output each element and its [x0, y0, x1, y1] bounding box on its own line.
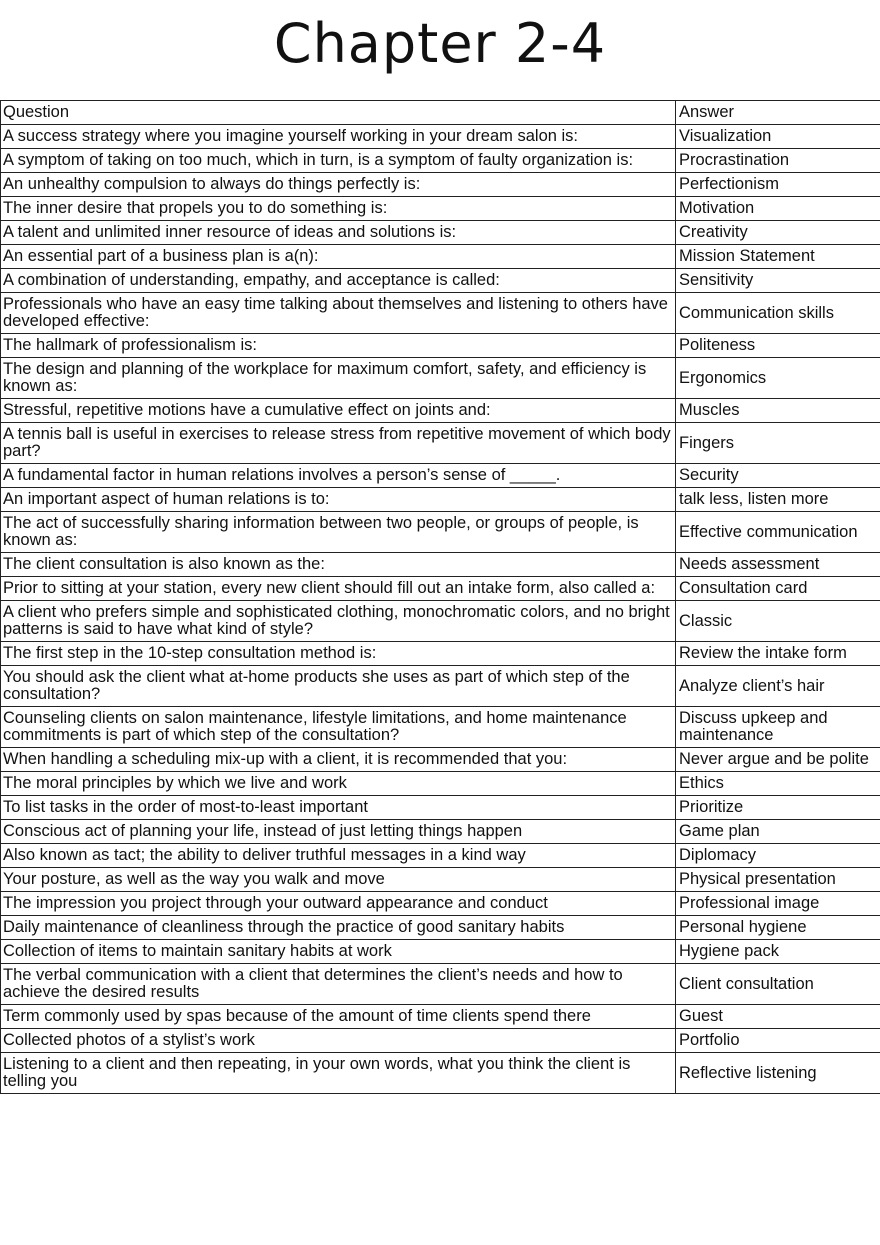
answer-cell: Fingers — [676, 423, 880, 464]
answer-cell: Guest — [676, 1005, 880, 1029]
table-row — [1, 868, 880, 892]
question-cell: The impression you project through your outward appearance and conduct — [1, 892, 676, 916]
answer-cell: Client consultation — [676, 964, 880, 1005]
answer-cell: Classic — [676, 601, 880, 642]
answer-cell: Review the intake form — [676, 642, 880, 666]
table-row — [1, 820, 880, 844]
question-cell: A fundamental factor in human relations involves a person’s sense of _____. — [1, 464, 676, 488]
question-cell: The first step in the 10-step consultation method is: — [1, 642, 676, 666]
answer-cell: talk less, listen more — [676, 488, 880, 512]
question-cell: Collected photos of a stylist’s work — [1, 1029, 676, 1053]
question-cell: Conscious act of planning your life, instead of just letting things happen — [1, 820, 676, 844]
question-cell: Prior to sitting at your station, every new client should fill out an intake form, also called a: — [1, 577, 676, 601]
question-cell: Term commonly used by spas because of the amount of time clients spend there — [1, 1005, 676, 1029]
table-row — [1, 399, 880, 423]
answer-cell: Hygiene pack — [676, 940, 880, 964]
answer-cell: Motivation — [676, 197, 880, 221]
answer-cell: Ethics — [676, 772, 880, 796]
table-body — [1, 125, 880, 1094]
answer-cell: Portfolio — [676, 1029, 880, 1053]
table-row — [1, 748, 880, 772]
question-cell: An unhealthy compulsion to always do things perfectly is: — [1, 173, 676, 197]
answer-cell: Creativity — [676, 221, 880, 245]
answer-cell: Politeness — [676, 334, 880, 358]
question-cell: Your posture, as well as the way you walk and move — [1, 868, 676, 892]
question-cell: An essential part of a business plan is a(n): — [1, 245, 676, 269]
question-cell: The verbal communication with a client that determines the client’s needs and how to achieve the desired results — [1, 964, 676, 1005]
question-cell: The design and planning of the workplace for maximum comfort, safety, and efficiency is known as: — [1, 358, 676, 399]
table-row — [1, 197, 880, 221]
answer-cell: Needs assessment — [676, 553, 880, 577]
answer-cell: Ergonomics — [676, 358, 880, 399]
question-cell: Collection of items to maintain sanitary habits at work — [1, 940, 676, 964]
question-cell: Also known as tact; the ability to deliver truthful messages in a kind way — [1, 844, 676, 868]
table-row — [1, 423, 880, 464]
table-row — [1, 334, 880, 358]
question-cell: A combination of understanding, empathy, and acceptance is called: — [1, 269, 676, 293]
question-cell: A client who prefers simple and sophisticated clothing, monochromatic colors, and no bright patterns is said to have what kind of style? — [1, 601, 676, 642]
answer-cell: Never argue and be polite — [676, 748, 880, 772]
table-row — [1, 772, 880, 796]
question-cell: Daily maintenance of cleanliness through the practice of good sanitary habits — [1, 916, 676, 940]
question-cell: Professionals who have an easy time talking about themselves and listening to others have developed effective: — [1, 293, 676, 334]
table-row — [1, 512, 880, 553]
table-row — [1, 666, 880, 707]
answer-cell: Security — [676, 464, 880, 488]
table-row — [1, 125, 880, 149]
answer-cell: Muscles — [676, 399, 880, 423]
question-cell: A success strategy where you imagine yourself working in your dream salon is: — [1, 125, 676, 149]
table-row — [1, 358, 880, 399]
table-row — [1, 488, 880, 512]
question-cell: Stressful, repetitive motions have a cumulative effect on joints and: — [1, 399, 676, 423]
question-cell: The hallmark of professionalism is: — [1, 334, 676, 358]
question-cell: A symptom of taking on too much, which in turn, is a symptom of faulty organization is: — [1, 149, 676, 173]
table-row — [1, 577, 880, 601]
question-cell: Listening to a client and then repeating, in your own words, what you think the client is telling you — [1, 1053, 676, 1094]
answer-cell: Personal hygiene — [676, 916, 880, 940]
column-header-answer: Answer — [676, 101, 880, 125]
question-cell: To list tasks in the order of most-to-least important — [1, 796, 676, 820]
answer-cell: Game plan — [676, 820, 880, 844]
answer-cell: Analyze client’s hair — [676, 666, 880, 707]
table-row — [1, 940, 880, 964]
table-row — [1, 269, 880, 293]
answer-cell: Reflective listening — [676, 1053, 880, 1094]
table-row — [1, 173, 880, 197]
table-row — [1, 796, 880, 820]
table-row — [1, 964, 880, 1005]
question-cell: A tennis ball is useful in exercises to release stress from repetitive movement of which body part? — [1, 423, 676, 464]
table-row — [1, 464, 880, 488]
answer-cell: Physical presentation — [676, 868, 880, 892]
answer-cell: Communication skills — [676, 293, 880, 334]
table-row — [1, 892, 880, 916]
question-cell: Counseling clients on salon maintenance, lifestyle limitations, and home maintenance commitments is part of which step of the consultation? — [1, 707, 676, 748]
table-row — [1, 642, 880, 666]
question-cell: When handling a scheduling mix-up with a client, it is recommended that you: — [1, 748, 676, 772]
question-cell: The inner desire that propels you to do something is: — [1, 197, 676, 221]
table-row — [1, 1029, 880, 1053]
table-row — [1, 707, 880, 748]
question-cell: The client consultation is also known as the: — [1, 553, 676, 577]
page-title: Chapter 2-4 — [273, 12, 607, 75]
question-cell: You should ask the client what at-home products she uses as part of which step of the consultation? — [1, 666, 676, 707]
answer-cell: Consultation card — [676, 577, 880, 601]
answer-cell: Prioritize — [676, 796, 880, 820]
table-row — [1, 844, 880, 868]
table-row — [1, 553, 880, 577]
answer-cell: Sensitivity — [676, 269, 880, 293]
question-cell: An important aspect of human relations is to: — [1, 488, 676, 512]
table-row — [1, 1005, 880, 1029]
table-row — [1, 221, 880, 245]
table-row — [1, 601, 880, 642]
question-cell: A talent and unlimited inner resource of ideas and solutions is: — [1, 221, 676, 245]
table-header-row — [1, 101, 880, 125]
answer-cell: Visualization — [676, 125, 880, 149]
column-header-question: Question — [1, 101, 676, 125]
answer-cell: Professional image — [676, 892, 880, 916]
table-row — [1, 245, 880, 269]
table-row — [1, 916, 880, 940]
question-cell: The moral principles by which we live and work — [1, 772, 676, 796]
table-row — [1, 149, 880, 173]
question-cell: The act of successfully sharing information between two people, or groups of people, is known as: — [1, 512, 676, 553]
answer-cell: Discuss upkeep and maintenance — [676, 707, 880, 748]
answer-cell: Effective communication — [676, 512, 880, 553]
answer-cell: Procrastination — [676, 149, 880, 173]
answer-cell: Diplomacy — [676, 844, 880, 868]
answer-cell: Perfectionism — [676, 173, 880, 197]
answer-cell: Mission Statement — [676, 245, 880, 269]
qa-table — [0, 100, 880, 1094]
table-row — [1, 293, 880, 334]
table-row — [1, 1053, 880, 1094]
